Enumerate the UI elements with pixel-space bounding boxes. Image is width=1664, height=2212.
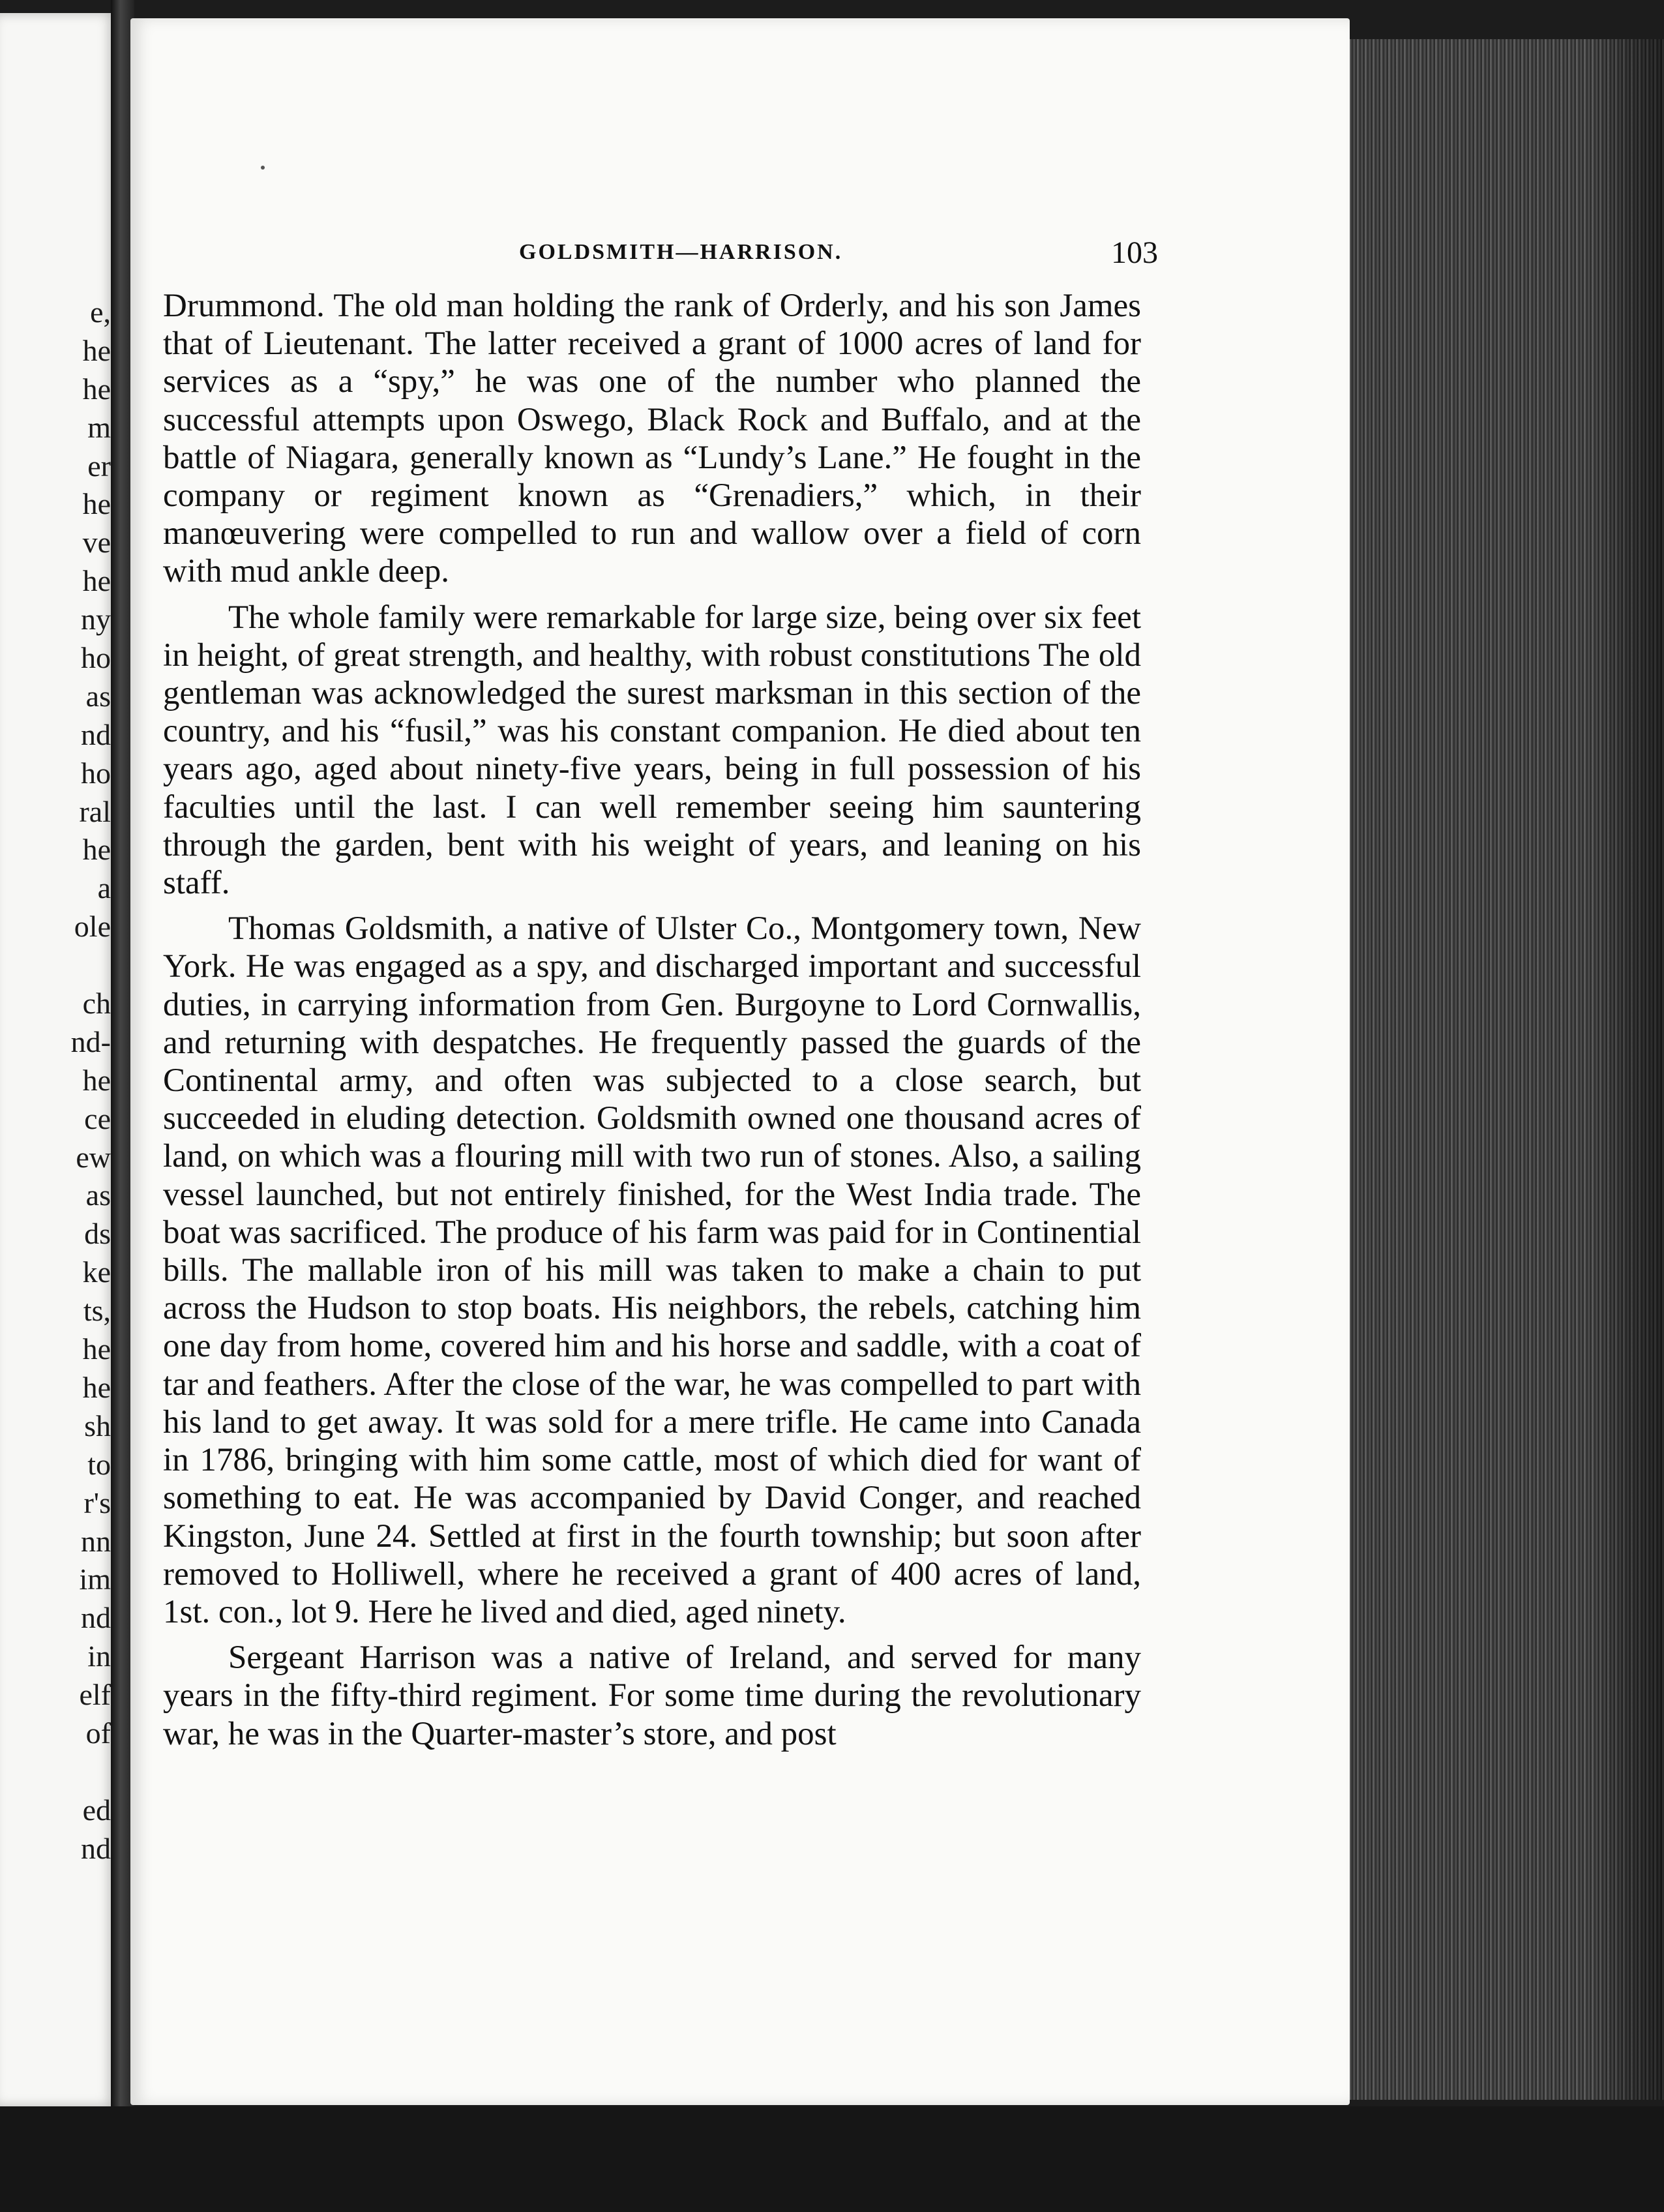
left-page-line-fragment: nn [81,1524,111,1558]
book-fore-edge [1324,39,1664,2100]
left-page-line-fragment: ke [82,1255,111,1289]
left-page-line-fragment: r's [83,1486,111,1519]
left-page-line-fragment: in [87,1639,111,1673]
left-page-line-fragment: he [82,1063,111,1097]
left-page-line-fragment: nd [81,1831,111,1865]
page-number: 103 [1111,235,1158,270]
left-page-line-fragment: ho [81,641,111,675]
left-facing-page [0,13,116,2106]
paragraph-drummond: Drummond. The old man holding the rank of Orderly, and his son James that of Lieutenant. The latter received a grant of 1000 acres of land for services as a “spy,” he was one of the number who planned the successful attempts upon Oswego, Black Rock and Buffalo, and at the battle of Niagara, generally known as “Lundy’s Lane.” He fought in the company or regiment known as “Grenadiers,” which, in their manœuvering were compelled to run and wallow over a field of corn with mud ankle deep. [163,288,1141,590]
left-page-line-fragment: he [82,487,111,521]
left-page-line-fragment: he [82,833,111,867]
page-header [519,235,1158,279]
left-page-line-fragment: of [85,1716,111,1750]
left-page-line-fragment: ed [82,1793,111,1827]
paragraph-thomas-goldsmith: Thomas Goldsmith, a native of Ulster Co., Montgomery town, New York. He was engaged as a spy, and discharged important and successful duties, in carrying information from Gen. Burgoyne to Lord Cornwallis, and returning with despatches. He frequently passed the guards of the Continental army, and often was subjected to a close search, but succeeded in eluding detection. Goldsmith owned one thousand acres of land, on which was a flouring mill with two run of stones. Also, a sailing vessel launched, but not entirely finished, for the West India trade. The boat was sacrificed. The produce of his farm was paid for in Continential bills. The mallable iron of his mill was taken to make a chain to put across the Hudson to stop boats. His neighbors, the rebels, catching him one day from home, covered him and his horse and saddle, with a coat of tar and feathers. After the close of the war, he was compelled to part with his land to get away. It was sold for a mere trifle. He came into Canada in 1786, bringing with him some cattle, most of which died for want of something to eat. He was accompanied by David Conger, and reached Kingston, June 24. Settled at first in the fourth township; but soon after removed to Holliwell, where he received a grant of 400 acres of land, 1st. con., lot 9. Here he lived and died, aged ninety. [163,910,1141,1630]
paragraph-sergeant-harrison: Sergeant Harrison was a native of Ireland, and served for many years in the fifty-third regiment. For some time during the revolutionary war, he was in the Quarter-master’s store, and post [163,1639,1141,1752]
left-page-line-fragment: ole [74,910,111,944]
left-page-line-fragment: ve [82,526,111,560]
left-page-line-fragment: ew [76,1140,111,1174]
left-page-line-fragment: he [82,1370,111,1404]
left-page-line-fragment: as [85,1178,111,1212]
page-body [163,287,1141,1761]
left-page-line-fragment: he [82,333,111,367]
left-page-line-fragment [71,1753,111,1791]
left-page-line-fragment: ny [81,603,111,636]
background-bottom [0,2106,1664,2212]
left-page-line-fragment: nd- [70,1024,111,1058]
left-page-line-fragment: e, [90,295,111,329]
left-page-line-fragment: to [87,1447,111,1481]
left-page-line-fragment: nd [81,1601,111,1635]
left-page-line-fragment: nd [81,717,111,751]
left-page-line-fragment: m [87,410,111,444]
page-speck [261,166,265,170]
left-page-line-fragment: ce [84,1101,111,1135]
left-page-line-endings [71,293,111,1868]
running-head: GOLDSMITH—HARRISON. [519,240,843,264]
left-page-line-fragment [71,946,111,985]
left-page-line-fragment: a [97,871,111,905]
left-page-line-fragment: sh [84,1409,111,1442]
left-page-line-fragment: as [85,679,111,713]
left-page-line-fragment: he [82,564,111,598]
left-page-line-fragment: im [79,1562,111,1596]
left-page-line-fragment: elf [79,1678,111,1712]
left-page-line-fragment: ts, [83,1294,111,1328]
paragraph-whole-family: The whole family were remarkable for large size, being over six feet in height, of great strength, and healthy, with robust constitutions The old gentleman was acknowledged the surest marksman in this section of the country, and his “fusil,” was his constant companion. He died about ten years ago, aged about ninety-five years, being in full possession of his faculties until the last. I can well remember seeing him sauntering through the garden, bent with his weight of years, and leaning on his staff. [163,599,1141,902]
left-page-line-fragment: ho [81,756,111,790]
left-page-line-fragment: ch [82,987,111,1021]
left-page-line-fragment: he [82,1332,111,1366]
left-page-line-fragment: ral [79,794,111,828]
left-page-line-fragment: er [87,449,111,483]
left-page-line-fragment: he [82,372,111,406]
left-page-line-fragment: ds [84,1217,111,1251]
